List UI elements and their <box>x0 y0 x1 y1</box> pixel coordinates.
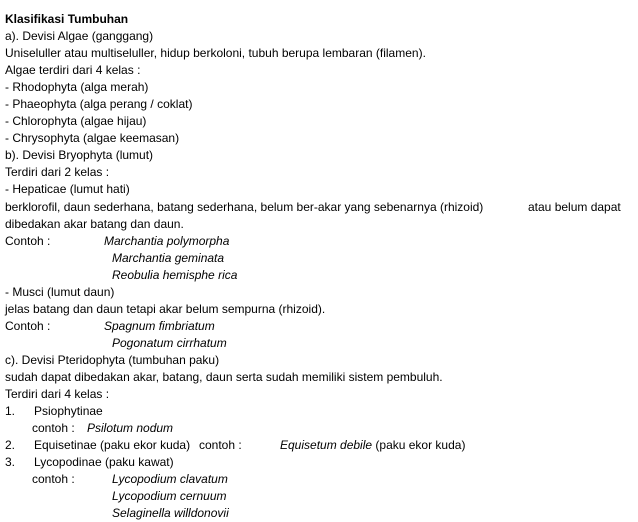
musci-example-row <box>5 318 633 335</box>
species-name: Reobulia hemisphe rica <box>112 267 238 282</box>
algae-classes-intro: Algae terdiri dari 4 kelas : <box>5 63 141 78</box>
example-label: Contoh : <box>5 318 51 333</box>
example-label: contoh : <box>32 421 75 436</box>
musci-example-row <box>5 335 633 352</box>
pteridophyta-example-row <box>5 471 633 488</box>
pteridophyta-class-item <box>5 454 633 471</box>
pteridophyta-example-row <box>5 488 633 505</box>
example-label: contoh : <box>199 438 242 453</box>
bryophyta-heading: b). Devisi Bryophyta (lumut) <box>5 148 154 163</box>
species-name: Marchantia polymorpha <box>104 233 230 248</box>
algae-heading: a). Devisi Algae (ganggang) <box>5 29 154 44</box>
species-name: Pogonatum cirrhatum <box>112 335 227 350</box>
pteridophyta-class-item <box>5 437 633 454</box>
hepaticae-example-row <box>5 250 633 267</box>
pteridophyta-example-row <box>5 420 633 437</box>
bryophyta-classes-intro: Terdiri dari 2 kelas : <box>5 165 110 180</box>
species-name: Lycopodium clavatum <box>112 472 228 487</box>
list-number: 2. <box>5 438 16 453</box>
species-name: Lycopodium cernuum <box>112 489 227 504</box>
species-name: Spagnum fimbriatum <box>104 318 215 333</box>
document-title: Klasifikasi Tumbuhan <box>5 12 129 26</box>
pteridophyta-class-item <box>5 403 633 420</box>
algae-class-item: - Rhodophyta (alga merah) <box>5 80 149 95</box>
hepaticae-example-row <box>5 267 633 284</box>
pteridophyta-example-row <box>5 505 633 522</box>
pteridophyta-heading: c). Devisi Pteridophyta (tumbuhan paku) <box>5 352 220 367</box>
species-name: Selaginella willdonovii <box>112 506 229 521</box>
class-name: Lycopodinae (paku kawat) <box>34 455 174 470</box>
class-name: Psiophytinae <box>34 404 103 419</box>
hepaticae-example-row <box>5 233 633 250</box>
species-name: Psilotum nodum <box>87 421 174 436</box>
species-name: Equisetum debile <box>280 438 373 453</box>
pteridophyta-classes-intro: Terdiri dari 4 kelas : <box>5 387 110 402</box>
musci-name: - Musci (lumut daun) <box>5 284 115 299</box>
hepaticae-name: - Hepaticae (lumut hati) <box>5 182 130 197</box>
species-note: (paku ekor kuda) <box>372 438 466 453</box>
document-body <box>5 11 633 522</box>
species-name: Marchantia geminata <box>112 250 225 265</box>
musci-description: jelas batang dan daun tetapi akar belum sempurna (rhizoid). <box>5 301 326 316</box>
example-label: contoh : <box>32 472 75 487</box>
example-label: Contoh : <box>5 233 51 248</box>
algae-description: Uniseluller atau multiseluller, hidup berkoloni, tubuh berupa lembaran (filamen). <box>5 46 426 61</box>
hepaticae-description-cont: dibedakan akar batang dan daun. <box>5 216 184 231</box>
algae-class-item: - Phaeophyta (alga perang / coklat) <box>5 97 193 112</box>
hepaticae-description-end: atau belum dapat <box>528 199 621 214</box>
pteridophyta-description: sudah dapat dibedakan akar, batang, daun serta sudah memiliki sistem pembuluh. <box>5 369 443 384</box>
hepaticae-description: berklorofil, daun sederhana, batang sederhana, belum ber-akar yang sebenarnya (rhizoid) <box>5 199 484 214</box>
hepaticae-description-row <box>5 199 633 216</box>
class-name: Equisetinae (paku ekor kuda) <box>34 438 191 453</box>
list-number: 1. <box>5 404 16 419</box>
algae-class-item: - Chrysophyta (algae keemasan) <box>5 131 180 146</box>
species-example-group <box>280 437 465 454</box>
list-number: 3. <box>5 455 16 470</box>
algae-class-item: - Chlorophyta (algae hijau) <box>5 114 147 129</box>
